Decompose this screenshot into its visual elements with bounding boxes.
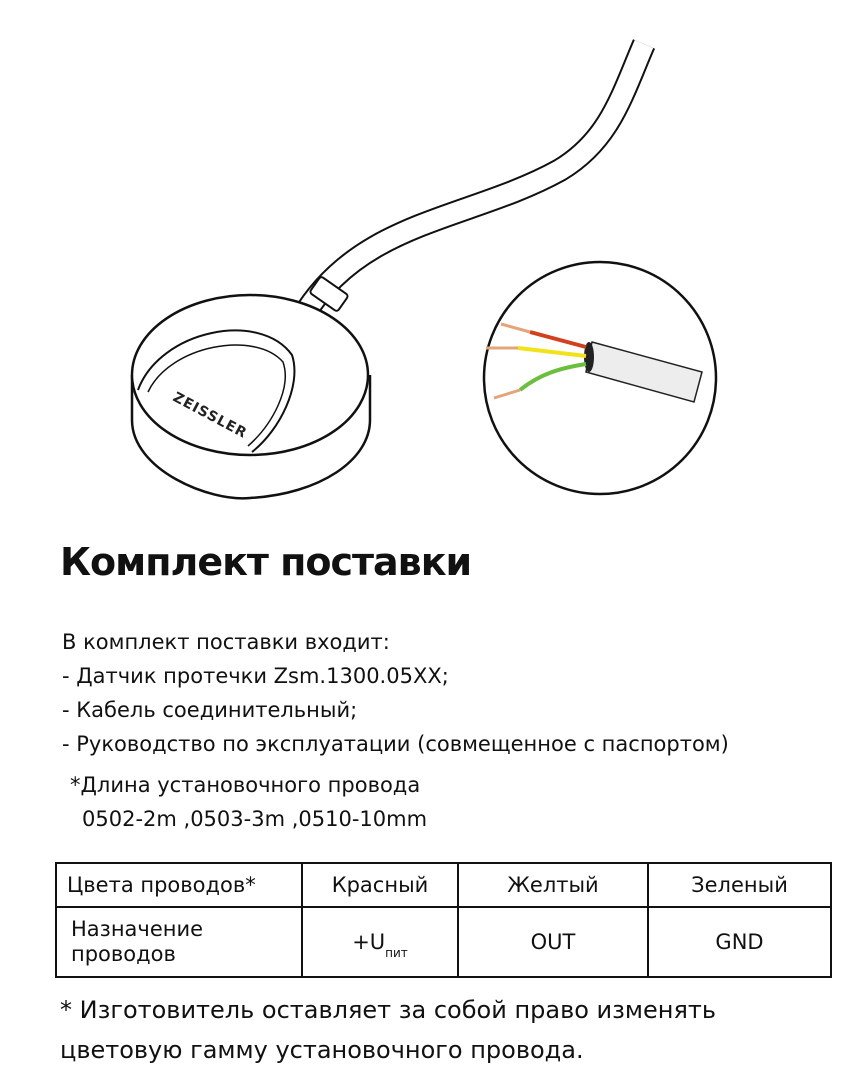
table-header-cell: Красный	[302, 863, 458, 907]
page-title: Комплект поставки	[60, 540, 472, 584]
leak-sensor-body	[132, 295, 370, 498]
note-line: 0502-2m ,0503-3m ,0510-10mm	[82, 807, 428, 831]
cable-length-note	[70, 768, 427, 836]
intro-text: В комплект поставки входит:	[62, 630, 390, 654]
table-cell: GND	[648, 907, 831, 977]
list-item: - Руководство по эксплуатации (совмещенное с паспортом)	[62, 732, 729, 756]
table-header-cell: Зеленый	[648, 863, 831, 907]
footnote-line: * Изготовитель оставляет за собой право изменять	[60, 996, 717, 1024]
note-line: *Длина установочного провода	[70, 773, 421, 797]
list-item: - Кабель соединительный;	[62, 698, 358, 722]
wire-color-table	[55, 862, 832, 978]
footnote-line: цветовую гамму установочного провода.	[60, 1036, 584, 1064]
brand-logo: ZEISSLER	[170, 389, 250, 442]
list-item: - Датчик протечки Zsm.1300.05XX;	[62, 664, 449, 688]
row-label-line: Назначение	[71, 917, 204, 941]
table-header-cell: Желтый	[458, 863, 648, 907]
table-row	[56, 863, 831, 907]
voltage-subscript: пит	[385, 946, 408, 960]
table-cell	[302, 907, 458, 977]
voltage-label: +U	[352, 930, 386, 954]
table-row	[56, 907, 831, 977]
product-illustration	[0, 0, 845, 530]
row-label-line: проводов	[71, 942, 176, 966]
table-header-cell: Цвета проводов*	[56, 863, 302, 907]
delivery-list	[62, 659, 729, 761]
table-cell: OUT	[458, 907, 648, 977]
table-cell	[56, 907, 302, 977]
wire-detail-circle	[484, 262, 716, 494]
footnote	[60, 990, 716, 1070]
